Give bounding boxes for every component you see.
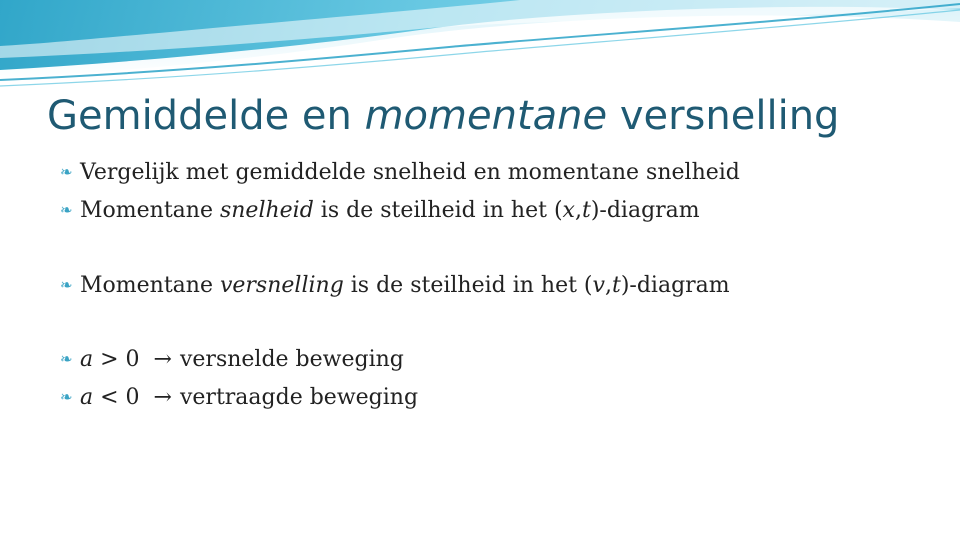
title-part-2: versnelling [607,93,840,139]
variable-v: v [592,273,605,298]
bullet-leaf-icon: ❧ [60,350,73,368]
result-text: vertraagde beweging [179,385,419,410]
bullet-text-post: )-diagram [620,273,730,298]
comma: , [574,198,582,223]
bullet-leaf-icon: ❧ [60,388,73,406]
bullet-compare [60,157,740,188]
result-text: versnelde beweging [179,347,404,372]
header-wave-decoration [0,0,960,95]
bullet-text: Vergelijk met gemiddelde snelheid en momentane snelheid [80,160,740,185]
variable-t: t [581,198,591,223]
bullet-positive-acceleration [60,344,404,375]
title-part-1: Gemiddelde en [47,93,365,139]
title-emphasis: momentane [364,93,608,139]
arrow-right-icon: → [153,347,172,372]
bullet-text-mid: is de steilheid in het ( [313,198,563,223]
condition: > 0 [93,347,140,372]
condition: < 0 [93,385,140,410]
bullet-text-mid: is de steilheid in het ( [343,273,593,298]
bullet-emphasis: versnelling [219,273,344,298]
variable-a: a [80,385,94,410]
variable-a: a [80,347,94,372]
arrow-right-icon: → [153,385,172,410]
bullet-text-pre: Momentane [80,198,220,223]
comma: , [604,273,612,298]
bullet-text-post: )-diagram [590,198,700,223]
bullet-leaf-icon: ❧ [60,201,73,219]
bullet-momentary-velocity [60,195,700,226]
bullet-leaf-icon: ❧ [60,163,73,181]
bullet-leaf-icon: ❧ [60,276,73,294]
bullet-negative-acceleration [60,382,418,413]
bullet-text-pre: Momentane [80,273,220,298]
bullet-momentary-acceleration [60,270,730,301]
bullet-emphasis: snelheid [219,198,314,223]
variable-t: t [611,273,621,298]
variable-x: x [562,198,575,223]
slide-title [47,88,839,144]
